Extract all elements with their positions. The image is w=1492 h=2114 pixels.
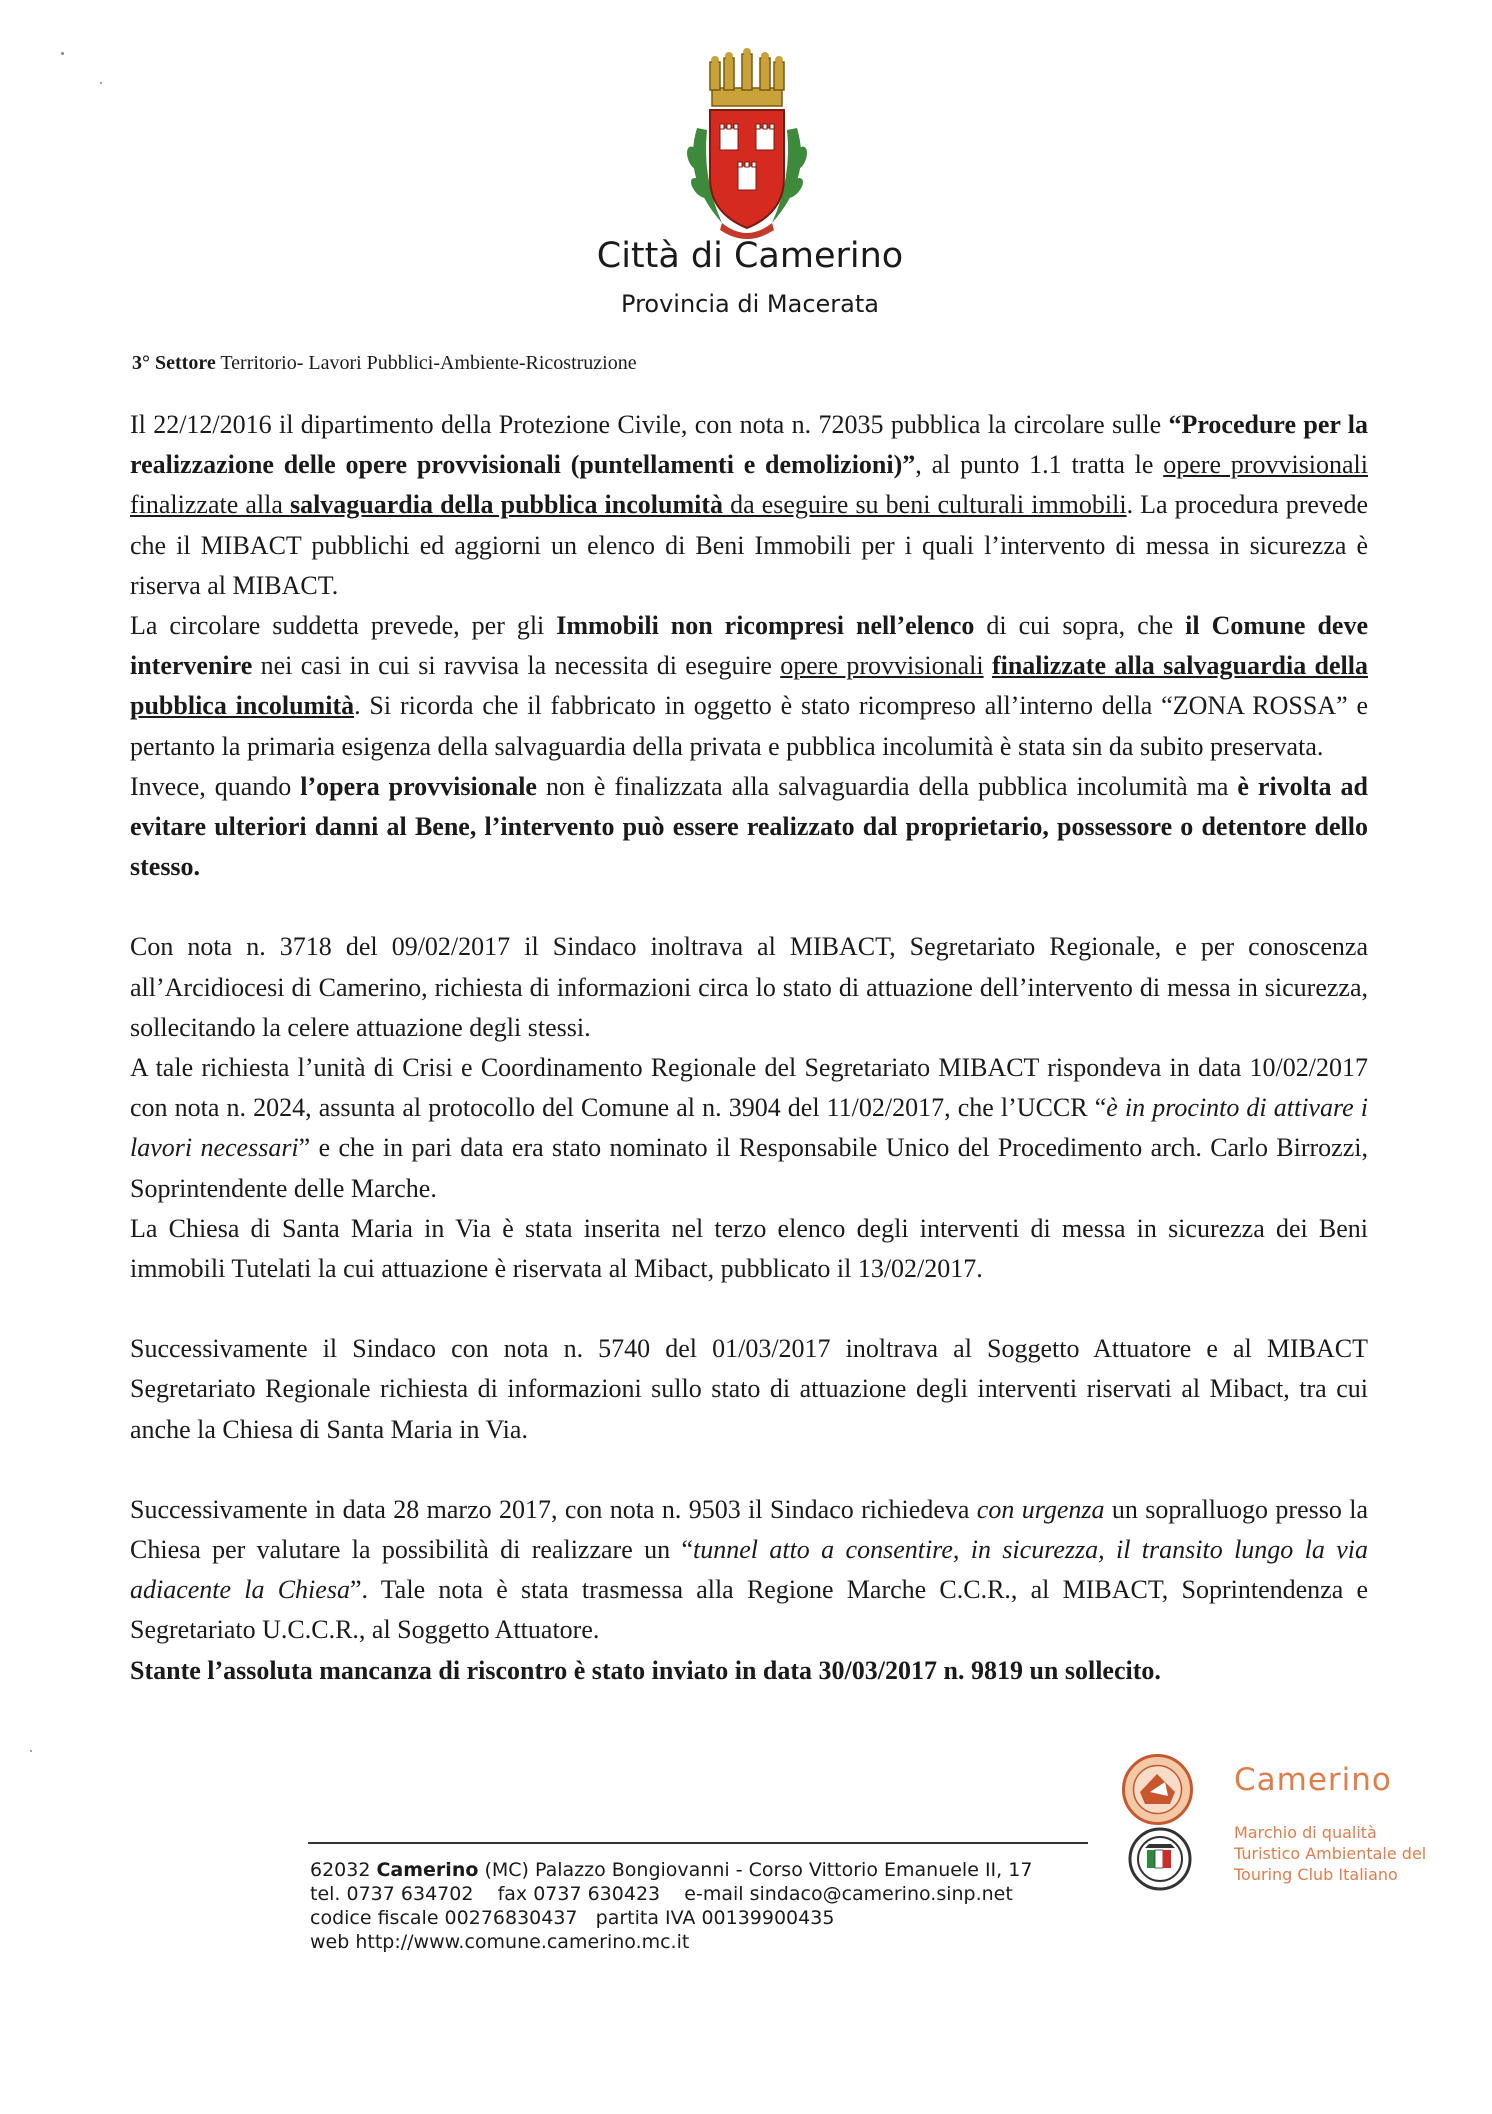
text-run: di cui sopra, che xyxy=(974,611,1186,641)
text-run-bold-underlined: finalizzate alla salvaguardia della pubblica incolumità xyxy=(130,651,1368,721)
paragraph-santa-maria: La Chiesa di Santa Maria in Via è stata inserita nel terzo elenco degli interventi di messa in sicurezza dei Beni immobili Tutelati la cui attuazione è riservata al Mibact, pubblicato il 13/02/2017. xyxy=(130,1213,1368,1284)
text-run-bold: è rivolta ad evitare ulteriori danni al Bene, l’intervento può essere realizzato dal proprietario, possessore o detentore dello stesso. xyxy=(130,771,1368,882)
footer-tax-codes: codice fiscale 00276830437 partita IVA 00139900435 xyxy=(310,1907,835,1929)
touring-quality-mark xyxy=(1234,1822,1426,1885)
text-run-bold-underlined: salvaguardia della pubblica incolumità xyxy=(289,490,723,520)
text-run: . Si ricorda che il fabbricato in oggetto è stato ricompreso all’interno della “ZONA ROSSA” e pertanto la primaria esigenza della salvaguardia della privata e pubblica incolumità è stata sin da subito preservata. xyxy=(130,691,1369,761)
text-run-bold: Immobili non ricompresi nell’elenco xyxy=(556,611,975,641)
sector-heading xyxy=(132,352,637,375)
text-run: Invece, quando xyxy=(130,771,301,801)
camerino-coat-of-arms-logo xyxy=(662,48,832,253)
sector-name: Territorio- Lavori Pubblici-Ambiente-Ricostruzione xyxy=(220,352,637,374)
text-run xyxy=(984,651,992,680)
crown-icon xyxy=(710,48,784,106)
text-run: La circolare suddetta prevede, per gli xyxy=(130,611,557,641)
text-run-italic: tunnel atto a consentire, in sicurezza, il transito lungo la via adiacente la Chiesa xyxy=(130,1535,1369,1605)
website-link[interactable]: http://www.comune.camerino.mc.it xyxy=(355,1931,690,1953)
text-run-bold: “Procedure per la realizzazione delle opere provvisionali (puntellamenti e demolizioni)” xyxy=(130,410,1369,480)
touring-line: Marchio di qualità xyxy=(1234,1823,1377,1842)
paragraph-opera-provvisionale xyxy=(130,767,1368,888)
paragraph-circolare xyxy=(130,405,1368,606)
text-run-bold: l’opera provvisionale xyxy=(300,771,537,801)
text-run: (MC) Palazzo Bongiovanni - Corso Vittorio Emanuele II, 17 xyxy=(478,1859,1033,1881)
text-run: Il 22/12/2016 il dipartimento della Protezione Civile, con nota n. 72035 pubblica la circolare sulle xyxy=(130,410,1169,439)
text-run-bold: Stante l’assoluta mancanza di riscontro è stato inviato in data 30/03/2017 n. 9819 un sollecito. xyxy=(130,1655,1161,1685)
text-run-underlined: opere provvisionali finalizzate alla xyxy=(130,450,1368,520)
text-run-italic: con urgenza xyxy=(976,1494,1105,1524)
text-run: A tale richiesta l’unità di Crisi e Coordinamento Regionale del Segretariato MIBACT rispondeva in data 10/02/2017 con nota n. 2024, assunta al protocollo del Comune al n. 3904 del 11/02/2017, che l’UCCR “ xyxy=(130,1053,1368,1123)
text-run: , al punto 1.1 tratta le xyxy=(915,450,1164,480)
text-run: web xyxy=(310,1931,356,1953)
text-run-underlined: da eseguire su beni culturali immobili xyxy=(723,490,1127,520)
text-run: 62032 xyxy=(310,1859,377,1881)
text-run: non è finalizzata alla salvaguardia della pubblica incolumità ma xyxy=(536,771,1238,801)
touring-line: Turistico Ambientale del xyxy=(1234,1844,1427,1863)
touring-line: Touring Club Italiano xyxy=(1234,1865,1398,1884)
text-run: . La procedura prevede che il MIBACT pubblichi ed aggiorni un elenco di Beni Immobili per i quali l’intervento di messa in sicurezza è riserva al MIBACT. xyxy=(130,490,1368,600)
footer-web xyxy=(310,1930,1032,1954)
sector-number: 3° Settore xyxy=(132,352,216,374)
scan-speck xyxy=(100,82,102,84)
text-run: un sopralluogo presso la Chiesa per valutare la possibilità di realizzare un “ xyxy=(130,1494,1368,1565)
paragraph-nota-3718: Con nota n. 3718 del 09/02/2017 il Sindaco inoltrava al MIBACT, Segretariato Regionale, e per conoscenza all’Arcidiocesi di Camerino, richiesta di informazioni circa lo stato di attuazione dell’intervento di messa in sicurezza, sollecitando la celere attuazione degli stessi. xyxy=(130,932,1368,1042)
paragraph-gap xyxy=(130,1450,1368,1490)
footer-contacts xyxy=(310,1858,1032,1954)
paragraph-nota-9503 xyxy=(130,1490,1368,1651)
touring-camerino-label: Camerino xyxy=(1234,1762,1392,1798)
footer-address xyxy=(310,1858,1032,1882)
province-subtitle: Provincia di Macerata xyxy=(621,290,879,318)
paragraph-uccr xyxy=(130,1048,1368,1209)
touring-club-badge-icon xyxy=(1127,1826,1193,1892)
footer-divider xyxy=(308,1842,1088,1844)
letter-body xyxy=(130,405,1368,1691)
text-run: ”. Tale nota è stata trasmessa alla Regione Marche C.C.R., al MIBACT, Soprintendenza e Segretariato U.C.C.R., al Soggetto Attuatore. xyxy=(130,1575,1368,1645)
paragraph-gap xyxy=(130,1289,1368,1329)
scan-speck xyxy=(30,1750,32,1752)
paragraph-comune xyxy=(130,606,1368,767)
text-run: ” e che in pari data era stato nominato il Responsabile Unico del Procedimento arch. Carlo Birrozzi, Soprintendente delle Marche. xyxy=(130,1133,1368,1203)
text-run: nei casi in cui si ravvisa la necessita di eseguire xyxy=(252,651,781,681)
paragraph-gap xyxy=(130,887,1368,927)
text-run-underlined: opere provvisionali xyxy=(780,651,984,681)
text-run-bold: Camerino xyxy=(376,1859,479,1881)
paragraph-sollecito xyxy=(130,1651,1368,1691)
paragraph-nota-5740: Successivamente il Sindaco con nota n. 5740 del 01/03/2017 inoltrava al Soggetto Attuatore e al MIBACT Segretariato Regionale richiesta di informazioni sullo stato di attuazione degli interventi riservati al Mibact, tra cui anche la Chiesa di Santa Maria in Via. xyxy=(130,1334,1368,1444)
footer-phone-email: tel. 0737 634702 fax 0737 630423 e-mail sindaco@camerino.sinp.net xyxy=(310,1883,1013,1905)
camerino-touring-logo xyxy=(1120,1752,1195,1827)
scan-speck xyxy=(61,52,64,55)
city-title: Città di Camerino xyxy=(596,236,904,276)
text-run-bold: il Comune deve intervenire xyxy=(130,611,1368,681)
text-run-italic: è in procinto di attivare i lavori necessari xyxy=(130,1093,1368,1163)
text-run: Successivamente in data 28 marzo 2017, con nota n. 9503 il Sindaco richiedeva xyxy=(130,1494,977,1524)
